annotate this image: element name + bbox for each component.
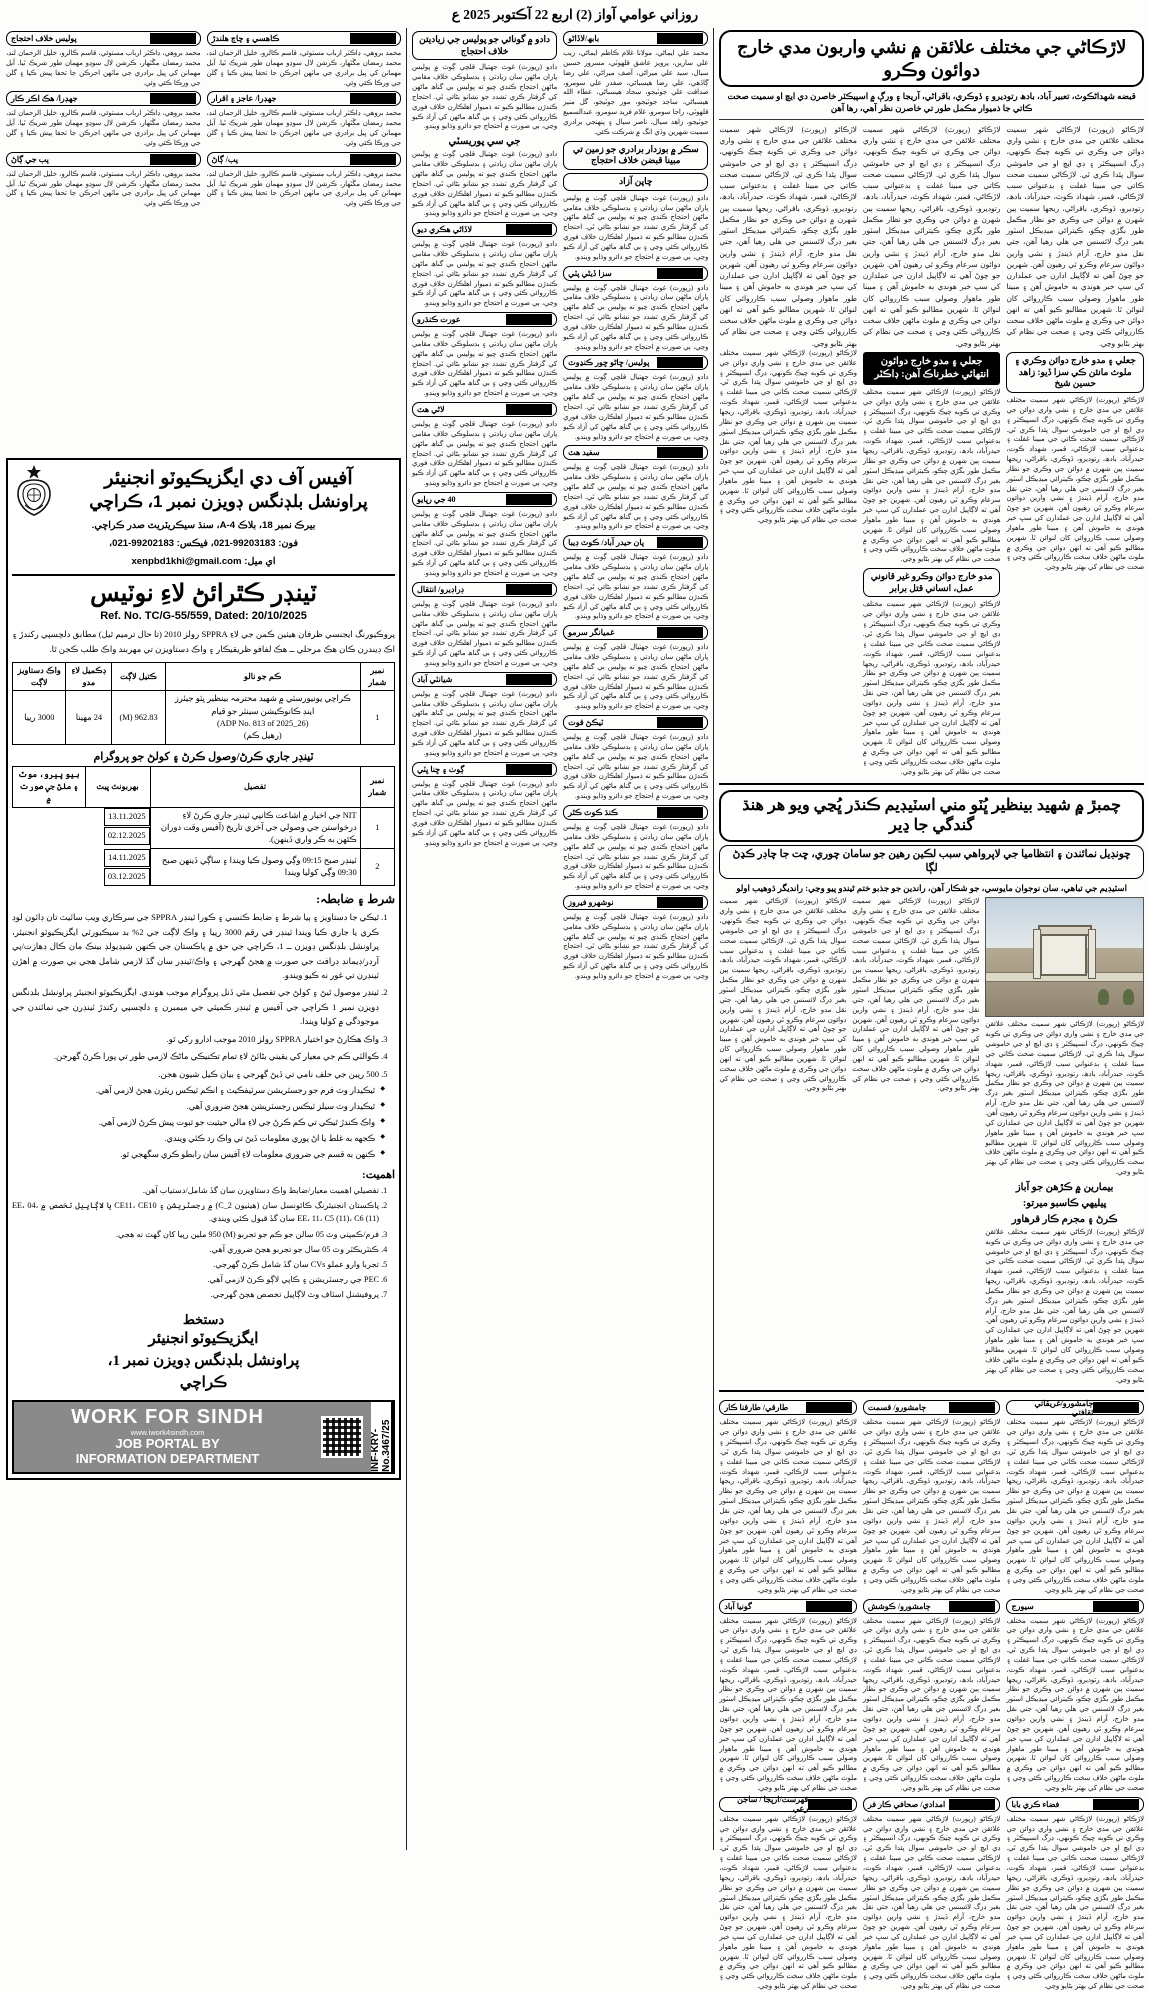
page-columns <box>6 28 1144 1991</box>
second-deck-2: اسٽيڊيم جي تباهي، سان نوجوان مايوسي، جو شڪار آهن، راندين جو جذبو ختم ٿيندو پيو وڃي: رانديگر ڌوهيب اولو <box>736 882 1127 893</box>
advert-zone <box>6 28 401 1850</box>
photo-pillar-left <box>1033 929 1041 979</box>
redacted-name-1 <box>949 1402 995 1413</box>
byline-8 <box>719 1797 857 1812</box>
td-work-note: (رهيل ڪم) <box>243 730 282 740</box>
std-sr-1: 1 <box>360 807 394 849</box>
mid-byline-label-18: ڳوٺ ۽ ڇنا ڀٽي <box>417 764 465 774</box>
mid-byline-label-13: غميانگر سرمو <box>568 628 615 638</box>
mid-byline-17 <box>563 805 708 820</box>
byline-5 <box>719 1599 857 1614</box>
std-date2-1: 02.12.2025 <box>104 827 150 845</box>
mid-body-q: دادو (رپورٽ) غوث جهتيال قلچي ڳوٺ ۾ پوليس پاران ماڻهن سان زيادتي ۽ بدسلوڪي خلاف مقامي ماڻهن احتجاج ڪندي چيو ته پوليس بي گناھ ماڻهن کي گرفتار ڪري تشدد جو نشانو بڻائي ٿي. احتجاج ڪندڙن مطالبو ڪيو ته ذميوار اهلڪارن خلاف فوري ڪارروائي ڪئي وڃي ۽ بي گناھ ماڻهن کي آزاد ڪيو وڃي، ٻي صورت ۾ احتجاج جو دائرو وڌايو ويندو. <box>412 690 558 757</box>
phone-value: 021-99203183 <box>213 537 276 549</box>
iwork-brand: WORK FOR SINDH <box>71 1406 264 1429</box>
mid-byline-0 <box>563 31 708 46</box>
mid-body-h: دادو (رپورٽ) غوث جهتيال قلچي ڳوٺ ۾ پوليس پاران ماڻهن سان زيادتي ۽ بدسلوڪي خلاف مقامي ماڻهن احتجاج ڪندي چيو ته پوليس بي گناھ ماڻهن کي گرفتار ڪري تشدد جو نشانو بڻائي ٿي. احتجاج ڪندڙن مطالبو ڪيو ته ذميوار اهلڪارن خلاف فوري ڪارروائي ڪئي وڃي ۽ بي گناھ ماڻهن کي آزاد ڪيو وڃي، ٻي صورت ۾ احتجاج جو دائرو وڌايو ويندو. <box>563 824 709 891</box>
notes-list <box>12 1184 395 1302</box>
td-doccost: 3000 رپيا <box>13 691 66 745</box>
mid-byline-label-14: ڊراڊيرو/ انتقال <box>417 584 465 594</box>
redacted-name-0 <box>1093 1402 1139 1413</box>
ad-title-line2: پراونشل بلڊنگس ڊويزن نمبر 1، ڪراچي <box>89 491 368 511</box>
ad-contact-line: فون: 021-99203183، فيڪس: 021-99202183، <box>12 537 395 552</box>
mid-byline-label-6: لاڏاڻي هڪري ديو <box>417 225 473 235</box>
condition-item: 5. 500 رپين جي حلف نامي تي ڏيڻ گهرجي ۽ بيان ڪيل شيون هجن. <box>12 1067 379 1081</box>
conditions-list <box>12 910 395 1081</box>
th-doccost: واڪ دستاويز لاڳت <box>13 662 66 691</box>
photo-bush-2 <box>1098 989 1109 1004</box>
fax-value: 021-99202183 <box>112 537 174 549</box>
mid-redact-10 <box>506 404 552 415</box>
tender-notice-title: ٽينڊر ڪٿرائڻ لاءِ نوٽيس <box>90 579 317 607</box>
photo-pillar-right <box>1088 929 1096 979</box>
rz-byline-label-3: جهڊرا/ هڪ اڪر ڪار <box>10 94 78 104</box>
mid-names: محمد علي ايماڻي، مولانا غلام ڪاظم ايماڻي، زيب علي ساريں، پرويز عاشق قلهوٽي، مسرور حسين سيال، سيد علي ميراڻي، آصف ميراڻي، علي رضا ڳاڏهي، علي رضا هيسباڻي، صفدر علي سومرو، صداقت علي جوٽيجو، سجاد هيسباڻي، عطاء الله هيسباڻي، ساجد جوٽيجو، مور جوٽيجو، گل منير قلهوٽي، راجا سومرو، غلام فريد سومرو، عبدالسميع جوٽيجو، زاهد سيال، ناصر سيال ۽ پنهنجي برادري سميت شهرين وڏي انگ ۾ شرڪت ڪئي. <box>563 50 709 136</box>
email-label: اي ميل: <box>244 555 276 567</box>
mid-byline-16 <box>412 672 557 687</box>
mid-redact-14 <box>506 584 552 595</box>
inf-number: INF-KRY-No.3467/25 <box>370 1419 393 1473</box>
second-body-c: لاڙڪاڻو (رپورٽ) لاڙڪاڻي شهر سميت مختلف علائقن جي مدي خارج ۽ نشي واري دوائن جي وڪري تي ڪوبه چيڪ ڪونهي، ڊرگ انسپيڪٽر ۽ ڊي ايڇ او جي خاموشي سوال پئدا ڪري ٿي. لاڙڪاڻي سميت صحت ڪاتي جي مبينا غفلت ۽ بدعنواني سبب لاڙڪاڻي، قمبر، شهداد ڪوٽ، حيدرآباد، بادھ، رتوديرو، ڏوڪري، باقراڻي، ريجها سميت ٻين شهرن ۾ دوائن جي وڪري جو نظار مڪمل طور بگڙي چڪو، ڪيترائي ميڊيڪل اسٽور بغير ڊرگ لائسنس جي هلي رهيا آهن، جتي نقل مدو خارج، آرام ڏيندڙ ۽ نشي وارين دوائون سرعام وڪرو ٿي رهيون آهن. شهرين جو چوڻ آهي ته لاڳاپيل ادارن جي عملدارن کي سڀ خبر هوندي به خاموش آهن ۽ مبينا طور ماهوار وصولي سبب ڪارروائي کان لنوائن ٿا. شهرين مطالبو ڪيو آهي ته انهن دوائن جي وڪري ۾ ملوث ماڻهن خلاف سخت ڪارروائي ڪئي وڃي ۽ صحت جي نظام کي بهتر بڻايو وڃي. <box>719 898 847 1093</box>
th-cost: ڪتيل لاڳت <box>112 662 165 691</box>
tender-reference: Ref. No. TC/G-55/559, Dated: 20/10/2025 <box>100 609 307 622</box>
th-work: ڪم جو نالو <box>165 662 360 691</box>
invert-head-0: جعلي ۽ مدو خارج دوائون انتهائي خطرناڪ آهن: ڊاڪٽر <box>863 352 1001 385</box>
mid-redact-6 <box>506 224 552 235</box>
td-work-adp: (ADP No. 813 of 2025_26) <box>216 718 309 728</box>
byline-label-5: گونيا آباد <box>724 1601 752 1611</box>
redacted-name-7 <box>949 1799 995 1810</box>
byline-label-3: سيورج <box>1011 1601 1034 1611</box>
condition-item: 4. ڪوالٽي ڪم جي معيار کي يقيني بڻائڻ لاءِ تمام تڪنيڪي ماڻڪ لازمي طور تي پورا ڪرڻ گهرجن. <box>12 1049 379 1063</box>
byline-label-4: ڄامشورو/ ڪوشش <box>867 1601 931 1611</box>
bottom-body-1: لاڙڪاڻو (رپورٽ) لاڙڪاڻي شهر سميت مختلف علائقن جي مدي خارج ۽ نشي واري دوائن جي وڪري تي ڪوبه چيڪ ڪونهي، ڊرگ انسپيڪٽر ۽ ڊي ايڇ او جي خاموشي سوال پئدا ڪري ٿي. لاڙڪاڻي سميت صحت ڪاتي جي مبينا غفلت ۽ بدعنواني سبب لاڙڪاڻي، قمبر، شهداد ڪوٽ، حيدرآباد، بادھ، رتوديرو، ڏوڪري، باقراڻي، ريجها سميت ٻين شهرن ۾ دوائن جي وڪري جو نظار مڪمل طور بگڙي چڪو، ڪيترائي ميڊيڪل اسٽور بغير ڊرگ لائسنس جي هلي رهيا آهن، جتي نقل مدو خارج، آرام ڏيندڙ ۽ نشي وارين دوائون سرعام وڪرو ٿي رهيون آهن. شهرين جو چوڻ آهي ته لاڳاپيل ادارن جي عملدارن کي سڀ خبر هوندي به خاموش آهن ۽ مبينا طور ماهوار وصولي سبب ڪارروائي کان لنوائن ٿا. شهرين مطالبو ڪيو آهي ته انهن دوائن جي وڪري ۾ ملوث ماڻهن خلاف سخت ڪارروائي ڪئي وڃي ۽ صحت جي نظام کي بهتر بڻايو وڃي. <box>862 1419 1001 1594</box>
table-row <box>13 691 395 745</box>
notes-heading: اهميت: <box>362 1168 396 1181</box>
photo-building <box>1040 929 1087 976</box>
mid-body-i: دادو (رپورٽ) غوث جهتيال قلچي ڳوٺ ۾ پوليس پاران ماڻهن سان زيادتي ۽ بدسلوڪي خلاف مقامي ماڻهن احتجاج ڪندي چيو ته پوليس بي گناھ ماڻهن کي گرفتار ڪري تشدد جو نشانو بڻائي ٿي. احتجاج ڪندڙن مطالبو ڪيو ته ذميوار اهلڪارن خلاف فوري ڪارروائي ڪئي وڃي ۽ بي گناھ ماڻهن کي آزاد ڪيو وڃي، ٻي صورت ۾ احتجاج جو دائرو وڌايو ويندو. <box>563 913 709 980</box>
rz-body-4: محمد بروهي، ڊاڪٽر ارباب مستوئي، قاسم ڪالرو، خليل الرحمان لنڊ، محمد رمضان مڱٿهار، ڪرشن لال سوڍو مهمان طور شريڪ ٿيا. آيل مهمانن کي ڀيل برادري جي ماٺهن اجرڪن جا تحفا پيش ڪيا ۽ گلن جي ورڪا ڪئي وئي. <box>206 170 402 208</box>
mid-byline-8 <box>412 312 557 327</box>
rz-byline-4 <box>207 152 402 167</box>
rz-byline-0 <box>207 31 402 46</box>
td-work <box>165 691 360 745</box>
td-sr: 1 <box>360 691 394 745</box>
byline-label-8: فهرست/ارپجا / ساجن رعي <box>737 1795 809 1814</box>
rz-body-5: محمد بروهي، ڊاڪٽر ارباب مستوئي، قاسم ڪالرو، خليل الرحمان لنڊ، محمد رمضان مڱٿهار، ڪرشن لال سوڍو مهمان طور شريڪ ٿيا. آيل مهمانن کي ڀيل برادري جي ماٺهن اجرڪن جا تحفا پيش ڪيا ۽ گلن جي ورڪا ڪئي وئي. <box>6 170 201 208</box>
rz-byline-5 <box>6 152 201 167</box>
byline-4 <box>863 1599 1001 1614</box>
bottom-body-6: لاڙڪاڻو (رپورٽ) لاڙڪاڻي شهر سميت مختلف علائقن جي مدي خارج ۽ نشي واري دوائن جي وڪري تي ڪوبه چيڪ ڪونهي، ڊرگ انسپيڪٽر ۽ ڊي ايڇ او جي خاموشي سوال پئدا ڪري ٿي. لاڙڪاڻي سميت صحت ڪاتي جي مبينا غفلت ۽ بدعنواني سبب لاڙڪاڻي، قمبر، شهداد ڪوٽ، حيدرآباد، بادھ، رتوديرو، ڏوڪري، باقراڻي، ريجها سميت ٻين شهرن ۾ دوائن جي وڪري جو نظار مڪمل طور بگڙي چڪو، ڪيترائي ميڊيڪل اسٽور بغير ڊرگ لائسنس جي هلي رهيا آهن، جتي نقل مدو خارج، آرام ڏيندڙ ۽ نشي وارين دوائون سرعام وڪرو ٿي رهيون آهن. شهرين جو چوڻ آهي ته لاڳاپيل ادارن جي عملدارن کي سڀ خبر هوندي به خاموش آهن ۽ مبينا طور ماهوار وصولي سبب ڪارروائي کان لنوائن ٿا. شهرين مطالبو ڪيو آهي ته انهن دوائن جي وڪري ۾ ملوث ماڻهن خلاف سخت ڪارروائي ڪئي وڃي ۽ صحت جي نظام کي بهتر بڻايو وڃي. <box>1006 1815 1144 1991</box>
bottom-body-8: لاڙڪاڻو (رپورٽ) لاڙڪاڻي شهر سميت مختلف علائقن جي مدي خارج ۽ نشي واري دوائن جي وڪري تي ڪوبه چيڪ ڪونهي، ڊرگ انسپيڪٽر ۽ ڊي ايڇ او جي خاموشي سوال پئدا ڪري ٿي. لاڙڪاڻي سميت صحت ڪاتي جي مبينا غفلت ۽ بدعنواني سبب لاڙڪاڻي، قمبر، شهداد ڪوٽ، حيدرآباد، بادھ، رتوديرو، ڏوڪري، باقراڻي، ريجها سميت ٻين شهرن ۾ دوائن جي وڪري جو نظار مڪمل طور بگڙي چڪو، ڪيترائي ميڊيڪل اسٽور بغير ڊرگ لائسنس جي هلي رهيا آهن، جتي نقل مدو خارج، آرام ڏيندڙ ۽ نشي وارين دوائون سرعام وڪرو ٿي رهيون آهن. شهرين جو چوڻ آهي ته لاڳاپيل ادارن جي عملدارن کي سڀ خبر هوندي به خاموش آهن ۽ مبينا طور ماهوار وصولي سبب ڪارروائي کان لنوائن ٿا. شهرين مطالبو ڪيو آهي ته انهن دوائن جي وڪري ۾ ملوث ماڻهن خلاف سخت ڪارروائي ڪئي وڃي ۽ صحت جي نظام کي بهتر بڻايو وڃي. <box>719 1815 857 1991</box>
mid-byline-10 <box>412 402 557 417</box>
note-item: 3. فرم/ڪمپني وٽ 05 سالن جو ڪم جو تجربو (M) 950 ملين رپيا کان گهٽ نه هجي. <box>12 1228 379 1242</box>
byline-3 <box>1006 1599 1144 1614</box>
signature-city: ڪراچي <box>179 1374 228 1391</box>
byline-2 <box>719 1400 857 1415</box>
signature-designation: ايگزيڪيوٽو انجنيئر <box>148 1331 259 1348</box>
byline-1 <box>863 1400 1001 1415</box>
photo-caption: لاڙڪاڻو (رپورٽ) لاڙڪاڻي شهر سميت مختلف علائقن جي مدي خارج ۽ نشي واري دوائن جي وڪري تي ڪوبه چيڪ ڪونهي، ڊرگ انسپيڪٽر ۽ ڊي ايڇ او جي خاموشي سوال پئدا ڪري ٿي. لاڙڪاڻي سميت صحت ڪاتي جي مبينا غفلت ۽ بدعنواني سبب لاڙڪاڻي، قمبر، شهداد ڪوٽ، حيدرآباد، بادھ، رتوديرو، ڏوڪري، باقراڻي، ريجها سميت ٻين شهرن ۾ دوائن جي وڪري جو نظار مڪمل طور بگڙي چڪو، ڪيترائي ميڊيڪل اسٽور بغير ڊرگ لائسنس جي هلي رهيا آهن، جتي نقل مدو خارج، آرام ڏيندڙ ۽ نشي وارين دوائون سرعام وڪرو ٿي رهيون آهن. شهرين جو چوڻ آهي ته لاڳاپيل ادارن جي عملدارن کي سڀ خبر هوندي به خاموش آهن ۽ مبينا طور ماهوار وصولي سبب ڪارروائي کان لنوائن ٿا. شهرين مطالبو ڪيو آهي ته انهن دوائن جي وڪري ۾ ملوث ماڻهن خلاف سخت ڪارروائي ڪئي وڃي ۽ صحت جي نظام کي بهتر بڻايو وڃي. <box>985 1021 1144 1177</box>
lead-body-col2: لاڙڪاڻو (رپورٽ) لاڙڪاڻي شهر سميت مختلف علائقن جي مدي خارج ۽ نشي واري دوائن جي وڪري تي ڪوبه چيڪ ڪونهي، ڊرگ انسپيڪٽر ۽ ڊي ايڇ او جي خاموشي سوال پئدا ڪري ٿي. لاڙڪاڻي سميت صحت ڪاتي جي مبينا غفلت ۽ بدعنواني سبب لاڙڪاڻي، قمبر، شهداد ڪوٽ، حيدرآباد، بادھ، رتوديرو، ڏوڪري، باقراڻي، ريجها سميت ٻين شهرن ۾ دوائن جي وڪري جو نظار مڪمل طور بگڙي چڪو، ڪيترائي ميڊيڪل اسٽور بغير ڊرگ لائسنس جي هلي رهيا آهن، جتي نقل مدو خارج، آرام ڏيندڙ ۽ نشي وارين دوائون سرعام وڪرو ٿي رهيون آهن. شهرين جو چوڻ آهي ته لاڳاپيل ادارن جي عملدارن کي سڀ خبر هوندي به خاموش آهن ۽ مبينا طور ماهوار وصولي سبب ڪارروائي کان لنوائن ٿا. شهرين مطالبو ڪيو آهي ته انهن دوائن جي وڪري ۾ ملوث ماڻهن خلاف سخت ڪارروائي ڪئي وڃي ۽ صحت جي نظام کي بهتر بڻايو وڃي. <box>862 124 1001 348</box>
note-item: 2. پاڪستان انجنيئرنگ ڪائونسل سان (هيٺيون C_2) ۾ رجسٽريشن ۽ CE11، CE10 يا لاڳاپيل تخصص ۾ EE، 04، EE، 11، C5 (11)، C6 (11) سان گڏ قبول ڪئي ويندي. <box>12 1199 379 1226</box>
column-divider-1 <box>713 28 714 1850</box>
bullet-list <box>12 1084 395 1162</box>
iwork-text <box>22 1407 313 1467</box>
byline-label-0: ڄامشورو/غريقاتي ثقافتي <box>1034 1398 1094 1417</box>
mid-byline-11 <box>563 535 708 550</box>
mid-redact-7 <box>657 357 703 368</box>
mid-byline-label-11: پان حيدر آباد/ ڪوٽ ڊيبا <box>568 538 645 548</box>
rz-byline-label-4: پب/ ڳاڻ <box>211 154 238 164</box>
mid-byline-label-7: پوليس/ ڇاڻو ڇور ڪنڍوٽ <box>568 358 650 368</box>
inf-number-box <box>371 1402 393 1472</box>
condition-item: 2. ٽينڊر موصول ٿيڻ ۽ کولڻ جي تفصيل مٿي ڏنل پروگرام موجب هوندي. ايگزيڪيوٽو انجنيئر پراونشل بلڊنگس ڊويزن نمبر 1 ڪراچي جي آفيس ۾ ٽينڊر ڪميٽي جي ميمبرن ۽ دلچسپي رکندڙ ٽينڊرن جي نمائندن جي موجودگي ۾ کوليا ويندا. <box>12 985 379 1028</box>
ad-title-block <box>62 467 395 513</box>
ad-title-line1: آفيس آف دي ايگزيڪيوٽو انجنيئر <box>104 468 353 490</box>
mid-byline-6 <box>412 222 557 237</box>
iwork-tagline-1: JOB PORTAL BY <box>115 1436 220 1452</box>
second-body-a: لاڙڪاڻو (رپورٽ) لاڙڪاڻي شهر سميت مختلف علائقن جي مدي خارج ۽ نشي واري دوائن جي وڪري تي ڪوبه چيڪ ڪونهي، ڊرگ انسپيڪٽر ۽ ڊي ايڇ او جي خاموشي سوال پئدا ڪري ٿي. لاڙڪاڻي سميت صحت ڪاتي جي مبينا غفلت ۽ بدعنواني سبب لاڙڪاڻي، قمبر، شهداد ڪوٽ، حيدرآباد، بادھ، رتوديرو، ڏوڪري، باقراڻي، ريجها سميت ٻين شهرن ۾ دوائن جي وڪري جو نظار مڪمل طور بگڙي چڪو، ڪيترائي ميڊيڪل اسٽور بغير ڊرگ لائسنس جي هلي رهيا آهن، جتي نقل مدو خارج، آرام ڏيندڙ ۽ نشي وارين دوائون سرعام وڪرو ٿي رهيون آهن. شهرين جو چوڻ آهي ته لاڳاپيل ادارن جي عملدارن کي سڀ خبر هوندي به خاموش آهن ۽ مبينا طور ماهوار وصولي سبب ڪارروائي کان لنوائن ٿا. شهرين مطالبو ڪيو آهي ته انهن دوائن جي وڪري ۾ ملوث ماڻهن خلاف سخت ڪارروائي ڪئي وڃي ۽ صحت جي نظام کي بهتر بڻايو وڃي. <box>985 1228 1144 1384</box>
redacted-name-5 <box>806 1601 852 1612</box>
column-divider-2 <box>406 28 407 1850</box>
qr-code-icon[interactable] <box>321 1416 363 1458</box>
std-sr-2: 2 <box>360 849 394 886</box>
std-detail-2: ٽينڊر صبح 09:15 وڳي وصول ڪيا ويندا ۽ ساڳي ڏينهن صبح 09:30 وڳي کوليا ويندا <box>150 849 360 886</box>
mid-byline-label-8: عورت ڪنڌرو <box>417 315 461 325</box>
mid-body-a: دادو (رپورٽ) غوث جهتيال قلچي ڳوٺ ۾ پوليس پاران ماڻهن سان زيادتي ۽ بدسلوڪي خلاف مقامي ماڻهن احتجاج ڪندي چيو ته پوليس بي گناھ ماڻهن کي گرفتار ڪري تشدد جو نشانو بڻائي ٿي. احتجاج ڪندڙن مطالبو ڪيو ته ذميوار اهلڪارن خلاف فوري ڪارروائي ڪئي وڃي ۽ بي گناھ ماڻهن کي آزاد ڪيو وڃي، ٻي صورت ۾ احتجاج جو دائرو وڌايو ويندو. <box>563 194 709 261</box>
bullet-item: ◆ ڪنهن به قسم جي ضروري معلومات لاءِ آفيس سان رابطو ڪري سگهجي ٿو. <box>12 1148 385 1162</box>
mid-band-1: پيليهي ڪاسبو ميرتو: <box>1022 1197 1107 1209</box>
mid-byline-15 <box>563 715 708 730</box>
rz-redact-4 <box>350 154 396 165</box>
band-1: مدو خارج دوائن وڪرو غير قانوني عمل، انساني قتل برابر <box>863 568 1001 597</box>
mid-band-0: بيمارين ۾ ڪڙهن جو آباز <box>1015 1181 1114 1193</box>
ad-signature <box>12 1310 395 1395</box>
mid-body-b: دادو (رپورٽ) غوث جهتيال قلچي ڳوٺ ۾ پوليس پاران ماڻهن سان زيادتي ۽ بدسلوڪي خلاف مقامي ماڻهن احتجاج ڪندي چيو ته پوليس بي گناھ ماڻهن کي گرفتار ڪري تشدد جو نشانو بڻائي ٿي. احتجاج ڪندڙن مطالبو ڪيو ته ذميوار اهلڪارن خلاف فوري ڪارروائي ڪئي وڃي ۽ بي گناھ ماڻهن کي آزاد ڪيو وڃي، ٻي صورت ۾ احتجاج جو دائرو وڌايو ويندو. <box>563 284 709 351</box>
photo-bush-1 <box>1123 989 1134 1004</box>
std-detail-1: NIT جي اخبار ۾ اشاعت ڪانپي ٽينڊر جاري ڪرڻ لاءِ درخواستن جي وصولي جي آخري تاريخ (آفيس وقت دوران ڪٿهن به ڪر واري ڏينهن). <box>150 807 360 849</box>
std-date1-2: 14.11.2025 <box>104 849 149 867</box>
note-item: 1. تفصيلي اهميت معيار/ضابط واڪ دستاويزن سان گڏ شامل/دستياب آهن. <box>12 1184 379 1198</box>
note-item: 7. پروفيشنل اسٽاف وٽ لاڳاپيل تخصص هجڻ گهرجي. <box>12 1288 379 1302</box>
second-deck-1: چونڊيل نمائندن ۽ انتظاميا جي لاپرواهي سبب لڪين رهين جو سامان چوري، ڇت جا چاڊر ڪڍڻ لڳا <box>719 845 1144 879</box>
mid-byline-9 <box>563 445 708 460</box>
second-headline: چمبڙ ۾ شهيد بينظير ڀُٽو مني اسٽيڊيم ڪنڌر ڀُڃي ويو هر هنڌ گندگي جا ڍير <box>719 790 1144 842</box>
mid-head-1: دادو ۾ گونائي جو پوليس جي زياديتن خلاف احتجاج <box>412 31 557 60</box>
tender-advertisement <box>6 458 401 1480</box>
mid-head-2: سڪر ۾ بوزدار برادري جو زمين تي مبينا قبضن خلاف احتجاج <box>563 141 708 170</box>
condition-item: 3. واڪ هڪارڻ جو اختيار SPPRA رولز 2010 موجب ادارو رکي ٿو. <box>12 1032 379 1046</box>
rz-byline-label-1: پوليس خلاف احتجاج <box>10 34 77 43</box>
phone-label: فون: <box>278 537 299 549</box>
bullet-item: ◆ ٿيڪيدار وٽ فرم جو رجسٽريشن سرٽيفڪيٽ ۽ انڪم ٽيڪس ريٽرن هجڻ لازمي آهي. <box>12 1084 385 1098</box>
mid-body-c: دادو (رپورٽ) غوث جهتيال قلچي ڳوٺ ۾ پوليس پاران ماڻهن سان زيادتي ۽ بدسلوڪي خلاف مقامي ماڻهن احتجاج ڪندي چيو ته پوليس بي گناھ ماڻهن کي گرفتار ڪري تشدد جو نشانو بڻائي ٿي. احتجاج ڪندڙن مطالبو ڪيو ته ذميوار اهلڪارن خلاف فوري ڪارروائي ڪئي وڃي ۽ بي گناھ ماڻهن کي آزاد ڪيو وڃي، ٻي صورت ۾ احتجاج جو دائرو وڌايو ويندو. <box>563 374 709 441</box>
signature-label: دستخط <box>182 1311 225 1327</box>
mid-redact-15 <box>657 717 703 728</box>
byline-7 <box>863 1797 1001 1812</box>
schedule-table <box>12 766 395 886</box>
mid-redact-19 <box>657 897 703 908</box>
mid-body-n: دادو (رپورٽ) غوث جهتيال قلچي ڳوٺ ۾ پوليس پاران ماڻهن سان زيادتي ۽ بدسلوڪي خلاف مقامي ماڻهن احتجاج ڪندي چيو ته پوليس بي گناھ ماڻهن کي گرفتار ڪري تشدد جو نشانو بڻائي ٿي. احتجاج ڪندڙن مطالبو ڪيو ته ذميوار اهلڪارن خلاف فوري ڪارروائي ڪئي وڃي ۽ بي گناھ ماڻهن کي آزاد ڪيو وڃي، ٻي صورت ۾ احتجاج جو دائرو وڌايو ويندو. <box>412 421 558 488</box>
redacted-name-2 <box>806 1402 852 1413</box>
rz-byline-1 <box>6 31 201 46</box>
ad-address: بيرڪ نمبر 18، بلاڪ A-4، سنڌ سيڪريٽريٽ صدر ڪراچي. <box>91 520 316 531</box>
th-duration: ڊڪميل لاءِ مدو <box>66 662 112 691</box>
rz-redact-0 <box>350 33 396 44</box>
mid-redact-9 <box>657 447 703 458</box>
middle-news-zone <box>412 28 708 1850</box>
mid-head-3: چاپن آزاد <box>563 173 708 191</box>
mid-body-p: دادو (رپورٽ) غوث جهتيال قلچي ڳوٺ ۾ پوليس پاران ماڻهن سان زيادتي ۽ بدسلوڪي خلاف مقامي ماڻهن احتجاج ڪندي چيو ته پوليس بي گناھ ماڻهن کي گرفتار ڪري تشدد جو نشانو بڻائي ٿي. احتجاج ڪندڙن مطالبو ڪيو ته ذميوار اهلڪارن خلاف فوري ڪارروائي ڪئي وڃي ۽ بي گناھ ماڻهن کي آزاد ڪيو وڃي، ٻي صورت ۾ احتجاج جو دائرو وڌايو ويندو. <box>412 600 558 667</box>
rz-byline-label-0: ڪاهسي ۽ چاڄ هلندڙ <box>211 34 280 43</box>
mid-byline-label-9: سفيد هٽ <box>568 448 600 458</box>
redacted-name-8 <box>808 1799 852 1810</box>
bottom-body-2: لاڙڪاڻو (رپورٽ) لاڙڪاڻي شهر سميت مختلف علائقن جي مدي خارج ۽ نشي واري دوائن جي وڪري تي ڪوبه چيڪ ڪونهي، ڊرگ انسپيڪٽر ۽ ڊي ايڇ او جي خاموشي سوال پئدا ڪري ٿي. لاڙڪاڻي سميت صحت ڪاتي جي مبينا غفلت ۽ بدعنواني سبب لاڙڪاڻي، قمبر، شهداد ڪوٽ، حيدرآباد، بادھ، رتوديرو، ڏوڪري، باقراڻي، ريجها سميت ٻين شهرن ۾ دوائن جي وڪري جو نظار مڪمل طور بگڙي چڪو، ڪيترائي ميڊيڪل اسٽور بغير ڊرگ لائسنس جي هلي رهيا آهن، جتي نقل مدو خارج، آرام ڏيندڙ ۽ نشي وارين دوائون سرعام وڪرو ٿي رهيون آهن. شهرين جو چوڻ آهي ته لاڳاپيل ادارن جي عملدارن کي سڀ خبر هوندي به خاموش آهن ۽ مبينا طور ماهوار وصولي سبب ڪارروائي کان لنوائن ٿا. شهرين مطالبو ڪيو آهي ته انهن دوائن جي وڪري ۾ ملوث ماڻهن خلاف سخت ڪارروائي ڪئي وڃي ۽ صحت جي نظام کي بهتر بڻايو وڃي. <box>719 1419 857 1594</box>
sth-d2: بيو پيرو، موٽ ۽ ملڻ جي صورت ۾ <box>13 767 86 808</box>
lead-body-col3b: لاڙڪاڻو (رپورٽ) لاڙڪاڻي شهر سميت مختلف علائقن جي مدي خارج ۽ نشي واري دوائن جي وڪري تي ڪوبه چيڪ ڪونهي، ڊرگ انسپيڪٽر ۽ ڊي ايڇ او جي خاموشي سوال پئدا ڪري ٿي. لاڙڪاڻي سميت صحت ڪاتي جي مبينا غفلت ۽ بدعنواني سبب لاڙڪاڻي، قمبر، شهداد ڪوٽ، حيدرآباد، بادھ، رتوديرو، ڏوڪري، باقراڻي، ريجها سميت ٻين شهرن ۾ دوائن جي وڪري جو نظار مڪمل طور بگڙي چڪو، ڪيترائي ميڊيڪل اسٽور بغير ڊرگ لائسنس جي هلي رهيا آهن، جتي نقل مدو خارج، آرام ڏيندڙ ۽ نشي وارين دوائون سرعام وڪرو ٿي رهيون آهن. شهرين جو چوڻ آهي ته لاڳاپيل ادارن جي عملدارن کي سڀ خبر هوندي به خاموش آهن ۽ مبينا طور ماهوار وصولي سبب ڪارروائي کان لنوائن ٿا. شهرين مطالبو ڪيو آهي ته انهن دوائن جي وڪري ۾ ملوث ماڻهن خلاف سخت ڪارروائي ڪئي وڃي ۽ صحت جي نظام کي بهتر بڻايو وڃي. <box>1006 396 1144 572</box>
sth-d1: بهربونٿ ڀيٽ <box>85 767 150 808</box>
mid-body-f: دادو (رپورٽ) غوث جهتيال قلچي ڳوٺ ۾ پوليس پاران ماڻهن سان زيادتي ۽ بدسلوڪي خلاف مقامي ماڻهن احتجاج ڪندي چيو ته پوليس بي گناھ ماڻهن کي گرفتار ڪري تشدد جو نشانو بڻائي ٿي. احتجاج ڪندڙن مطالبو ڪيو ته ذميوار اهلڪارن خلاف فوري ڪارروائي ڪئي وڃي ۽ بي گناھ ماڻهن کي آزاد ڪيو وڃي، ٻي صورت ۾ احتجاج جو دائرو وڌايو ويندو. <box>563 644 709 711</box>
std-date2-2: 03.12.2025 <box>104 868 150 886</box>
rz-redact-1 <box>150 33 196 44</box>
mid-body-j: دادو (رپورٽ) غوث جهتيال قلچي ڳوٺ ۾ پوليس پاران ماڻهن سان زيادتي ۽ بدسلوڪي خلاف مقامي ماڻهن احتجاج ڪندي چيو ته پوليس بي گناھ ماڻهن کي گرفتار ڪري تشدد جو نشانو بڻائي ٿي. احتجاج ڪندڙن مطالبو ڪيو ته ذميوار اهلڪارن خلاف فوري ڪارروائي ڪئي وڃي ۽ بي گناھ ماڻهن کي آزاد ڪيو وڃي، ٻي صورت ۾ احتجاج جو دائرو وڌايو ويندو. <box>412 64 558 131</box>
second-body-b: لاڙڪاڻو (رپورٽ) لاڙڪاڻي شهر سميت مختلف علائقن جي مدي خارج ۽ نشي واري دوائن جي وڪري تي ڪوبه چيڪ ڪونهي، ڊرگ انسپيڪٽر ۽ ڊي ايڇ او جي خاموشي سوال پئدا ڪري ٿي. لاڙڪاڻي سميت صحت ڪاتي جي مبينا غفلت ۽ بدعنواني سبب لاڙڪاڻي، قمبر، شهداد ڪوٽ، حيدرآباد، بادھ، رتوديرو، ڏوڪري، باقراڻي، ريجها سميت ٻين شهرن ۾ دوائن جي وڪري جو نظار مڪمل طور بگڙي چڪو، ڪيترائي ميڊيڪل اسٽور بغير ڊرگ لائسنس جي هلي رهيا آهن، جتي نقل مدو خارج، آرام ڏيندڙ ۽ نشي وارين دوائون سرعام وڪرو ٿي رهيون آهن. شهرين جو چوڻ آهي ته لاڳاپيل ادارن جي عملدارن کي سڀ خبر هوندي به خاموش آهن ۽ مبينا طور ماهوار وصولي سبب ڪارروائي کان لنوائن ٿا. شهرين مطالبو ڪيو آهي ته انهن دوائن جي وڪري ۾ ملوث ماڻهن خلاف سخت ڪارروائي ڪئي وڃي ۽ صحت جي نظام کي بهتر بڻايو وڃي. <box>852 898 980 1093</box>
bottom-body-7: لاڙڪاڻو (رپورٽ) لاڙڪاڻي شهر سميت مختلف علائقن جي مدي خارج ۽ نشي واري دوائن جي وڪري تي ڪوبه چيڪ ڪونهي، ڊرگ انسپيڪٽر ۽ ڊي ايڇ او جي خاموشي سوال پئدا ڪري ٿي. لاڙڪاڻي سميت صحت ڪاتي جي مبينا غفلت ۽ بدعنواني سبب لاڙڪاڻي، قمبر، شهداد ڪوٽ، حيدرآباد، بادھ، رتوديرو، ڏوڪري، باقراڻي، ريجها سميت ٻين شهرن ۾ دوائن جي وڪري جو نظار مڪمل طور بگڙي چڪو، ڪيترائي ميڊيڪل اسٽور بغير ڊرگ لائسنس جي هلي رهيا آهن، جتي نقل مدو خارج، آرام ڏيندڙ ۽ نشي وارين دوائون سرعام وڪرو ٿي رهيون آهن. شهرين جو چوڻ آهي ته لاڳاپيل ادارن جي عملدارن کي سڀ خبر هوندي به خاموش آهن ۽ مبينا طور ماهوار وصولي سبب ڪارروائي کان لنوائن ٿا. شهرين مطالبو ڪيو آهي ته انهن دوائن جي وڪري ۾ ملوث ماڻهن خلاف سخت ڪارروائي ڪئي وڃي ۽ صحت جي نظام کي بهتر بڻايو وڃي. <box>862 1815 1001 1991</box>
th-sr: نمبر شمار <box>360 662 394 691</box>
rz-redact-5 <box>150 154 196 165</box>
signature-division: پراونشل بلڊنگس ڊويزن نمبر 1، <box>107 1352 300 1369</box>
programme-title: ٽينڊر جاري ڪرڻ/وصول ڪرڻ ۽ کولڻ جو پروگرام <box>93 751 314 764</box>
mid-body-m: دادو (رپورٽ) غوث جهتيال قلچي ڳوٺ ۾ پوليس پاران ماڻهن سان زيادتي ۽ بدسلوڪي خلاف مقامي ماڻهن احتجاج ڪندي چيو ته پوليس بي گناھ ماڻهن کي گرفتار ڪري تشدد جو نشانو بڻائي ٿي. احتجاج ڪندڙن مطالبو ڪيو ته ذميوار اهلڪارن خلاف فوري ڪارروائي ڪئي وڃي ۽ بي گناھ ماڻهن کي آزاد ڪيو وڃي، ٻي صورت ۾ احتجاج جو دائرو وڌايو ويندو. <box>412 331 558 398</box>
ad-divider <box>12 574 395 576</box>
mid-redact-11 <box>657 537 703 548</box>
mid-byline-label-12: 40 جي رپايو <box>417 494 456 504</box>
td-cost: 962.83 (M) <box>112 691 165 745</box>
byline-label-1: ڄامشورو/ قسمت <box>867 1403 927 1413</box>
schedule-header-row <box>13 767 395 808</box>
stadium-photo <box>985 897 1144 1017</box>
rz-body-1: محمد بروهي، ڊاڪٽر ارباب مستوئي، قاسم ڪالرو، خليل الرحمان لنڊ، محمد رمضان مڱٿهار، ڪرشن لال سوڍو مهمان طور شريڪ ٿيا. آيل مهمانن کي ڀيل برادري جي ماٺهن اجرڪن جا تحفا پيش ڪيا ۽ گلن جي ورڪا ڪئي وئي. <box>6 50 201 87</box>
mid-byline-12 <box>412 492 557 507</box>
mid-head-4: جي سي پوريسٽي <box>448 136 521 148</box>
rz-body-3: محمد بروهي، ڊاڪٽر ارباب مستوئي، قاسم ڪالرو، خليل الرحمان لنڊ، محمد رمضان مڱٿهار، ڪرشن لال سوڍو مهمان طور شريڪ ٿيا. آيل مهمانن کي ڀيل برادري جي ماٺهن اجرڪن جا تحفا پيش ڪيا ۽ گلن جي ورڪا ڪئي وئي. <box>6 110 201 147</box>
byline-label-6: فضاء ڪري بابا <box>1011 1799 1060 1809</box>
rz-byline-label-2: جهڊرا/ عاجز ۽ اقرار <box>211 94 277 104</box>
lead-subdeck: قبضه شهداڻڪوٽ، تعبير آباد، بادھ رتوديرو ۽ ڏوڪري، باقراڻي، آريجا ۽ ورڳ ۾ اسپيڪٽر خاصرن دي ايچ او سميت صحت ڪاتي جا ذميوار مڪمل طور تي خاصرن نظر آهي، رها آهن <box>727 91 1136 114</box>
mid-redact-13 <box>657 627 703 638</box>
bottom-body-5: لاڙڪاڻو (رپورٽ) لاڙڪاڻي شهر سميت مختلف علائقن جي مدي خارج ۽ نشي واري دوائن جي وڪري تي ڪوبه چيڪ ڪونهي، ڊرگ انسپيڪٽر ۽ ڊي ايڇ او جي خاموشي سوال پئدا ڪري ٿي. لاڙڪاڻي سميت صحت ڪاتي جي مبينا غفلت ۽ بدعنواني سبب لاڙڪاڻي، قمبر، شهداد ڪوٽ، حيدرآباد، بادھ، رتوديرو، ڏوڪري، باقراڻي، ريجها سميت ٻين شهرن ۾ دوائن جي وڪري جو نظار مڪمل طور بگڙي چڪو، ڪيترائي ميڊيڪل اسٽور بغير ڊرگ لائسنس جي هلي رهيا آهن، جتي نقل مدو خارج، آرام ڏيندڙ ۽ نشي وارين دوائون سرعام وڪرو ٿي رهيون آهن. شهرين جو چوڻ آهي ته لاڳاپيل ادارن جي عملدارن کي سڀ خبر هوندي به خاموش آهن ۽ مبينا طور ماهوار وصولي سبب ڪارروائي کان لنوائن ٿا. شهرين مطالبو ڪيو آهي ته انهن دوائن جي وڪري ۾ ملوث ماڻهن خلاف سخت ڪارروائي ڪئي وڃي ۽ صحت جي نظام کي بهتر بڻايو وڃي. <box>719 1617 857 1792</box>
mid-byline-13 <box>563 625 708 640</box>
mid-byline-5 <box>563 266 708 281</box>
mid-redact-12 <box>506 494 552 505</box>
mid-byline-label-0: بابھ/لاڏاڻو <box>568 34 600 43</box>
mid-redact-8 <box>506 314 552 325</box>
byline-6 <box>1006 1797 1144 1812</box>
redacted-name-4 <box>949 1601 995 1612</box>
mid-body-r: دادو (رپورٽ) غوث جهتيال قلچي ڳوٺ ۾ پوليس پاران ماڻهن سان زيادتي ۽ بدسلوڪي خلاف مقامي ماڻهن احتجاج ڪندي چيو ته پوليس بي گناھ ماڻهن کي گرفتار ڪري تشدد جو نشانو بڻائي ٿي. احتجاج ڪندڙن مطالبو ڪيو ته ذميوار اهلڪارن خلاف فوري ڪارروائي ڪئي وڃي ۽ بي گناھ ماڻهن کي آزاد ڪيو وڃي، ٻي صورت ۾ احتجاج جو دائرو وڌايو ويندو. <box>412 780 558 847</box>
works-table <box>12 662 395 746</box>
lead-body-col3: لاڙڪاڻو (رپورٽ) لاڙڪاڻي شهر سميت مختلف علائقن جي مدي خارج ۽ نشي واري دوائن جي وڪري تي ڪوبه چيڪ ڪونهي، ڊرگ انسپيڪٽر ۽ ڊي ايڇ او جي خاموشي سوال پئدا ڪري ٿي. لاڙڪاڻي سميت صحت ڪاتي جي مبينا غفلت ۽ بدعنواني سبب لاڙڪاڻي، قمبر، شهداد ڪوٽ، حيدرآباد، بادھ، رتوديرو، ڏوڪري، باقراڻي، ريجها سميت ٻين شهرن ۾ دوائن جي وڪري جو نظار مڪمل طور بگڙي چڪو، ڪيترائي ميڊيڪل اسٽور بغير ڊرگ لائسنس جي هلي رهيا آهن، جتي نقل مدو خارج، آرام ڏيندڙ ۽ نشي وارين دوائون سرعام وڪرو ٿي رهيون آهن. شهرين جو چوڻ آهي ته لاڳاپيل ادارن جي عملدارن کي سڀ خبر هوندي به خاموش آهن ۽ مبينا طور ماهوار وصولي سبب ڪارروائي کان لنوائن ٿا. شهرين مطالبو ڪيو آهي ته انهن دوائن جي وڪري ۾ ملوث ماڻهن خلاف سخت ڪارروائي ڪئي وڃي ۽ صحت جي نظام کي بهتر بڻايو وڃي. <box>1006 124 1144 348</box>
mid-byline-label-15: ٽيڪڻ قوت <box>568 718 604 728</box>
ad-email-line <box>12 555 395 570</box>
conditions-heading: شرط ۽ ضابطہ: <box>316 892 396 907</box>
mid-body-g: دادو (رپورٽ) غوث جهتيال قلچي ڳوٺ ۾ پوليس پاران ماڻهن سان زيادتي ۽ بدسلوڪي خلاف مقامي ماڻهن احتجاج ڪندي چيو ته پوليس بي گناھ ماڻهن کي گرفتار ڪري تشدد جو نشانو بڻائي ٿي. احتجاج ڪندڙن مطالبو ڪيو ته ذميوار اهلڪارن خلاف فوري ڪارروائي ڪئي وڃي ۽ بي گناھ ماڻهن کي آزاد ڪيو وڃي، ٻي صورت ۾ احتجاج جو دائرو وڌايو ويندو. <box>563 734 709 801</box>
government-crest-icon <box>12 464 56 516</box>
mid-byline-7 <box>563 355 708 370</box>
note-item: 5. تجربا وارو عملو CVs سان گڏ شامل ڪرڻ گهرجي. <box>12 1258 379 1272</box>
condition-item: 1. ٿيڪي جا دستاويز ۽ ٻيا شرط ۽ ضابط ڪنسي ۽ ڪورا ٽينڊر SPPRA جي سرڪاري ويب سائيٽ تان ڊائون لوڊ ڪري يا جاري ڪيا ويندا ٽينڊر في رقم 3000 رپيا ۽ واڪ لاڳت جي 2% بد سيڪيورٽي ايگزيڪيوٽو انجنيئر، پراونشل بلڊنگس ڊويزن ــ 1، ڪراچي جي حق ۾ پاڪستان جي ڪنهن شيڊيولڊ بينڪ مان ڪال ڊهازت/پي آرڊر/ڊيمانڊ ڊرافٽ جي صورت ۾ هجڻ گهرجي ۽ واڪ/ٽينڊر سان گڏ لازمي شامل هجي بي صورت ۾ اهڙن ٽينڊرن تي غور نه ڪيو ويندو. <box>12 910 379 982</box>
rz-byline-label-5: پب جي ڳاڻ <box>10 154 49 164</box>
std-date1-1: 13.11.2025 <box>104 808 149 826</box>
tender-intro: پروڪيورنگ ايجنسي ظرفان هيٺين ڪمن جي لاءِ SPPRA رولز 2010 (تا حال ترميم ٿيل) مطابق دلچسپي رکندڙ ۽ اڪ ڊيندرن ڪان هڪ مرحلي ــ هڪ لفافو ظريقيڪار ۽ واڪ دستاويزن تي مهربند واڪ طلب ڪجن ٿا. <box>12 628 396 654</box>
bottom-body-4: لاڙڪاڻو (رپورٽ) لاڙڪاڻي شهر سميت مختلف علائقن جي مدي خارج ۽ نشي واري دوائن جي وڪري تي ڪوبه چيڪ ڪونهي، ڊرگ انسپيڪٽر ۽ ڊي ايڇ او جي خاموشي سوال پئدا ڪري ٿي. لاڙڪاڻي سميت صحت ڪاتي جي مبينا غفلت ۽ بدعنواني سبب لاڙڪاڻي، قمبر، شهداد ڪوٽ، حيدرآباد، بادھ، رتوديرو، ڏوڪري، باقراڻي، ريجها سميت ٻين شهرن ۾ دوائن جي وڪري جو نظار مڪمل طور بگڙي چڪو، ڪيترائي ميڊيڪل اسٽور بغير ڊرگ لائسنس جي هلي رهيا آهن، جتي نقل مدو خارج، آرام ڏيندڙ ۽ نشي وارين دوائون سرعام وڪرو ٿي رهيون آهن. شهرين جو چوڻ آهي ته لاڳاپيل ادارن جي عملدارن کي سڀ خبر هوندي به خاموش آهن ۽ مبينا طور ماهوار وصولي سبب ڪارروائي کان لنوائن ٿا. شهرين مطالبو ڪيو آهي ته انهن دوائن جي وڪري ۾ ملوث ماڻهن خلاف سخت ڪارروائي ڪئي وڃي ۽ صحت جي نظام کي بهتر بڻايو وڃي. <box>862 1617 1001 1792</box>
rz-byline-3 <box>6 91 201 106</box>
iwork-website[interactable]: www.iwork4sindh.com <box>130 1428 205 1438</box>
rz-body-0: محمد بروهي، ڊاڪٽر ارباب مستوئي، قاسم ڪالرو، خليل الرحمان لنڊ، محمد رمضان مڱٿهار، ڪرشن لال سوڍو مهمان طور شريڪ ٿيا. آيل مهمانن کي ڀيل برادري جي ماٺهن اجرڪن جا تحفا پيش ڪيا ۽ گلن جي ورڪا ڪئي وئي. <box>206 50 402 87</box>
rz-redact-2 <box>350 93 396 104</box>
mid-byline-label-17: ڪنڌ ڪوٽ ڪٿر <box>568 808 619 817</box>
byline-0 <box>1006 1400 1144 1415</box>
byline-label-2: طارقي/ طارقنا ڪار <box>724 1403 789 1413</box>
note-item: 6. PEC جي رجسٽريشن ۽ ڪاپي لاڳو ڪرڻ لازمي آهي. <box>12 1273 379 1287</box>
mid-redact-16 <box>506 674 552 685</box>
fax-label: فيڪس: <box>176 537 208 549</box>
mid-redact-5 <box>657 268 703 279</box>
mid-body-l: دادو (رپورٽ) غوث جهتيال قلچي ڳوٺ ۾ پوليس پاران ماڻهن سان زيادتي ۽ بدسلوڪي خلاف مقامي ماڻهن احتجاج ڪندي چيو ته پوليس بي گناھ ماڻهن کي گرفتار ڪري تشدد جو نشانو بڻائي ٿي. احتجاج ڪندڙن مطالبو ڪيو ته ذميوار اهلڪارن خلاف فوري ڪارروائي ڪئي وڃي ۽ بي گناھ ماڻهن کي آزاد ڪيو وڃي، ٻي صورت ۾ احتجاج جو دائرو وڌايو ويندو. <box>412 241 558 308</box>
lead-body-col1: لاڙڪاڻو (رپورٽ) لاڙڪاڻي شهر سميت مختلف علائقن جي مدي خارج ۽ نشي واري دوائن جي وڪري تي ڪوبه چيڪ ڪونهي، ڊرگ انسپيڪٽر ۽ ڊي ايڇ او جي خاموشي سوال پئدا ڪري ٿي. لاڙڪاڻي سميت صحت ڪاتي جي مبينا غفلت ۽ بدعنواني سبب لاڙڪاڻي، قمبر، شهداد ڪوٽ، حيدرآباد، بادھ، رتوديرو، ڏوڪري، باقراڻي، ريجها سميت ٻين شهرن ۾ دوائن جي وڪري جو نظار مڪمل طور بگڙي چڪو، ڪيترائي ميڊيڪل اسٽور بغير ڊرگ لائسنس جي هلي رهيا آهن، جتي نقل مدو خارج، آرام ڏيندڙ ۽ نشي وارين دوائون سرعام وڪرو ٿي رهيون آهن. شهرين جو چوڻ آهي ته لاڳاپيل ادارن جي عملدارن کي سڀ خبر هوندي به خاموش آهن ۽ مبينا طور ماهوار وصولي سبب ڪارروائي کان لنوائن ٿا. شهرين مطالبو ڪيو آهي ته انهن دوائن جي وڪري ۾ ملوث ماڻهن خلاف سخت ڪارروائي ڪئي وڃي ۽ صحت جي نظام کي بهتر بڻايو وڃي. <box>719 124 857 348</box>
rz-redact-3 <box>150 93 196 104</box>
mid-body-k: دادو (رپورٽ) غوث جهتيال قلچي ڳوٺ ۾ پوليس پاران ماڻهن سان زيادتي ۽ بدسلوڪي خلاف مقامي ماڻهن احتجاج ڪندي چيو ته پوليس بي گناھ ماڻهن کي گرفتار ڪري تشدد جو نشانو بڻائي ٿي. احتجاج ڪندڙن مطالبو ڪيو ته ذميوار اهلڪارن خلاف فوري ڪارروائي ڪئي وڃي ۽ بي گناھ ماڻهن کي آزاد ڪيو وڃي، ٻي صورت ۾ احتجاج جو دائرو وڌايو ويندو. <box>412 151 558 218</box>
mid-byline-19 <box>563 895 708 910</box>
mid-redact-0 <box>657 33 703 44</box>
lead-body-columns <box>719 124 1144 778</box>
mid-byline-label-5: سزا ڏيڻي پٽي <box>568 268 612 278</box>
iwork-tagline-2: INFORMATION DEPARTMENT <box>75 1451 260 1467</box>
bullet-item: ◆ ڪجهه به غلط يا اڻ پوري معلومات ڏيڻ تي واڪ رد ڪئي ويندي. <box>12 1132 385 1146</box>
email-value[interactable]: xenpbd1khi@gmail.com <box>131 555 242 567</box>
sth-sr: نمبر شمار <box>360 767 394 808</box>
band-0: جعلي ۽ مدو خارج دوائن وڪري ۽ ملوث مانئن ڪي سزا ڏيو: زاهد حسين شيخ <box>1006 352 1144 393</box>
bullet-item: ◆ واڪ ڪندڙ ٿيڪي تي ڪم ڪرڻ جي لاءِ مالي حيثيت جو ثبوت پيش ڪرڻ لازمي آهي. <box>12 1116 385 1130</box>
bottom-body-3: لاڙڪاڻو (رپورٽ) لاڙڪاڻي شهر سميت مختلف علائقن جي مدي خارج ۽ نشي واري دوائن جي وڪري تي ڪوبه چيڪ ڪونهي، ڊرگ انسپيڪٽر ۽ ڊي ايڇ او جي خاموشي سوال پئدا ڪري ٿي. لاڙڪاڻي سميت صحت ڪاتي جي مبينا غفلت ۽ بدعنواني سبب لاڙڪاڻي، قمبر، شهداد ڪوٽ، حيدرآباد، بادھ، رتوديرو، ڏوڪري، باقراڻي، ريجها سميت ٻين شهرن ۾ دوائن جي وڪري جو نظار مڪمل طور بگڙي چڪو، ڪيترائي ميڊيڪل اسٽور بغير ڊرگ لائسنس جي هلي رهيا آهن، جتي نقل مدو خارج، آرام ڏيندڙ ۽ نشي وارين دوائون سرعام وڪرو ٿي رهيون آهن. شهرين جو چوڻ آهي ته لاڳاپيل ادارن جي عملدارن کي سڀ خبر هوندي به خاموش آهن ۽ مبينا طور ماهوار وصولي سبب ڪارروائي کان لنوائن ٿا. شهرين مطالبو ڪيو آهي ته انهن دوائن جي وڪري ۾ ملوث ماڻهن خلاف سخت ڪارروائي ڪئي وڃي ۽ صحت جي نظام کي بهتر بڻايو وڃي. <box>1006 1617 1144 1792</box>
lead-body-col2c: لاڙڪاڻو (رپورٽ) لاڙڪاڻي شهر سميت مختلف علائقن جي مدي خارج ۽ نشي واري دوائن جي وڪري تي ڪوبه چيڪ ڪونهي، ڊرگ انسپيڪٽر ۽ ڊي ايڇ او جي خاموشي سوال پئدا ڪري ٿي. لاڙڪاڻي سميت صحت ڪاتي جي مبينا غفلت ۽ بدعنواني سبب لاڙڪاڻي، قمبر، شهداد ڪوٽ، حيدرآباد، بادھ، رتوديرو، ڏوڪري، باقراڻي، ريجها سميت ٻين شهرن ۾ دوائن جي وڪري جو نظار مڪمل طور بگڙي چڪو، ڪيترائي ميڊيڪل اسٽور بغير ڊرگ لائسنس جي هلي رهيا آهن، جتي نقل مدو خارج، آرام ڏيندڙ ۽ نشي وارين دوائون سرعام وڪرو ٿي رهيون آهن. شهرين جو چوڻ آهي ته لاڳاپيل ادارن جي عملدارن کي سڀ خبر هوندي به خاموش آهن ۽ مبينا طور ماهوار وصولي سبب ڪارروائي کان لنوائن ٿا. شهرين مطالبو ڪيو آهي ته انهن دوائن جي وڪري ۾ ملوث ماڻهن خلاف سخت ڪارروائي ڪئي وڃي ۽ صحت جي نظام کي بهتر بڻايو وڃي. <box>862 601 1001 776</box>
mid-body-d: دادو (رپورٽ) غوث جهتيال قلچي ڳوٺ ۾ پوليس پاران ماڻهن سان زيادتي ۽ بدسلوڪي خلاف مقامي ماڻهن احتجاج ڪندي چيو ته پوليس بي گناھ ماڻهن کي گرفتار ڪري تشدد جو نشانو بڻائي ٿي. احتجاج ڪندڙن مطالبو ڪيو ته ذميوار اهلڪارن خلاف فوري ڪارروائي ڪئي وڃي ۽ بي گناھ ماڻهن کي آزاد ڪيو وڃي، ٻي صورت ۾ احتجاج جو دائرو وڌايو ويندو. <box>563 464 709 531</box>
mid-byline-label-16: شيانٽي آباد <box>417 674 453 684</box>
bottom-body-0: لاڙڪاڻو (رپورٽ) لاڙڪاڻي شهر سميت مختلف علائقن جي مدي خارج ۽ نشي واري دوائن جي وڪري تي ڪوبه چيڪ ڪونهي، ڊرگ انسپيڪٽر ۽ ڊي ايڇ او جي خاموشي سوال پئدا ڪري ٿي. لاڙڪاڻي سميت صحت ڪاتي جي مبينا غفلت ۽ بدعنواني سبب لاڙڪاڻي، قمبر، شهداد ڪوٽ، حيدرآباد، بادھ، رتوديرو، ڏوڪري، باقراڻي، ريجها سميت ٻين شهرن ۾ دوائن جي وڪري جو نظار مڪمل طور بگڙي چڪو، ڪيترائي ميڊيڪل اسٽور بغير ڊرگ لائسنس جي هلي رهيا آهن، جتي نقل مدو خارج، آرام ڏيندڙ ۽ نشي وارين دوائون سرعام وڪرو ٿي رهيون آهن. شهرين جو چوڻ آهي ته لاڳاپيل ادارن جي عملدارن کي سڀ خبر هوندي به خاموش آهن ۽ مبينا طور ماهوار وصولي سبب ڪارروائي کان لنوائن ٿا. شهرين مطالبو ڪيو آهي ته انهن دوائن جي وڪري ۾ ملوث ماڻهن خلاف سخت ڪارروائي ڪئي وڃي ۽ صحت جي نظام کي بهتر بڻايو وڃي. <box>1006 1419 1144 1594</box>
mid-redact-18 <box>506 764 552 775</box>
rz-body-2: محمد بروهي، ڊاڪٽر ارباب مستوئي، قاسم ڪالرو، خليل الرحمان لنڊ، محمد رمضان مڱٿهار، ڪرشن لال سوڍو مهمان طور شريڪ ٿيا. آيل مهمانن کي ڀيل برادري جي ماٺهن اجرڪن جا تحفا پيش ڪيا ۽ گلن جي ورڪا ڪئي وئي. <box>206 110 402 147</box>
td-work-main: ڪراچي يونيورسٽي ۾ شهيد محترمہ بينظير ڀٽو جيئرز اينڊ ڪانوڪيشن سينٽر جو قيام <box>174 694 351 716</box>
byline-label-7: امدادي/ صحافي ڪار فر <box>867 1799 946 1809</box>
sth-detail: تفصيل <box>150 767 360 808</box>
rz-byline-2 <box>207 91 402 106</box>
redacted-name-3 <box>1093 1601 1139 1612</box>
mid-redact-17 <box>657 807 703 818</box>
mid-band-2: ڪرڻ ۽ مجرم ڪار قرهاور <box>1011 1213 1118 1225</box>
iwork-banner[interactable] <box>14 1402 371 1472</box>
mid-body-o: دادو (رپورٽ) غوث جهتيال قلچي ڳوٺ ۾ پوليس پاران ماڻهن سان زيادتي ۽ بدسلوڪي خلاف مقامي ماڻهن احتجاج ڪندي چيو ته پوليس بي گناھ ماڻهن کي گرفتار ڪري تشدد جو نشانو بڻائي ٿي. احتجاج ڪندڙن مطالبو ڪيو ته ذميوار اهلڪارن خلاف فوري ڪارروائي ڪئي وڃي ۽ بي گناھ ماڻهن کي آزاد ڪيو وڃي، ٻي صورت ۾ احتجاج جو دائرو وڌايو ويندو. <box>412 510 558 577</box>
note-item: 4. ڪنٽريڪٽر وٽ 05 سال جو تجربو هجڻ ضروري آهي. <box>12 1243 379 1257</box>
lead-body-col2b: لاڙڪاڻو (رپورٽ) لاڙڪاڻي شهر سميت مختلف علائقن جي مدي خارج ۽ نشي واري دوائن جي وڪري تي ڪوبه چيڪ ڪونهي، ڊرگ انسپيڪٽر ۽ ڊي ايڇ او جي خاموشي سوال پئدا ڪري ٿي. لاڙڪاڻي سميت صحت ڪاتي جي مبينا غفلت ۽ بدعنواني سبب لاڙڪاڻي، قمبر، شهداد ڪوٽ، حيدرآباد، بادھ، رتوديرو، ڏوڪري، باقراڻي، ريجها سميت ٻين شهرن ۾ دوائن جي وڪري جو نظار مڪمل طور بگڙي چڪو، ڪيترائي ميڊيڪل اسٽور بغير ڊرگ لائسنس جي هلي رهيا آهن، جتي نقل مدو خارج، آرام ڏيندڙ ۽ نشي وارين دوائون سرعام وڪرو ٿي رهيون آهن. شهرين جو چوڻ آهي ته لاڳاپيل ادارن جي عملدارن کي سڀ خبر هوندي به خاموش آهن ۽ مبينا طور ماهوار وصولي سبب ڪارروائي کان لنوائن ٿا. شهرين مطالبو ڪيو آهي ته انهن دوائن جي وڪري ۾ ملوث ماڻهن خلاف سخت ڪارروائي ڪئي وڃي ۽ صحت جي نظام کي بهتر بڻايو وڃي. <box>862 388 1001 564</box>
lead-body-col1b: لاڙڪاڻو (رپورٽ) لاڙڪاڻي شهر سميت مختلف علائقن جي مدي خارج ۽ نشي واري دوائن جي وڪري تي ڪوبه چيڪ ڪونهي، ڊرگ انسپيڪٽر ۽ ڊي ايڇ او جي خاموشي سوال پئدا ڪري ٿي. لاڙڪاڻي سميت صحت ڪاتي جي مبينا غفلت ۽ بدعنواني سبب لاڙڪاڻي، قمبر، شهداد ڪوٽ، حيدرآباد، بادھ، رتوديرو، ڏوڪري، باقراڻي، ريجها سميت ٻين شهرن ۾ دوائن جي وڪري جو نظار مڪمل طور بگڙي چڪو، ڪيترائي ميڊيڪل اسٽور بغير ڊرگ لائسنس جي هلي رهيا آهن، جتي نقل مدو خارج، آرام ڏيندڙ ۽ نشي وارين دوائون سرعام وڪرو ٿي رهيون آهن. شهرين جو چوڻ آهي ته لاڳاپيل ادارن جي عملدارن کي سڀ خبر هوندي به خاموش آهن ۽ مبينا طور ماهوار وصولي سبب ڪارروائي کان لنوائن ٿا. شهرين مطالبو ڪيو آهي ته انهن دوائن جي وڪري ۾ ملوث ماڻهن خلاف سخت ڪارروائي ڪئي وڃي ۽ صحت جي نظام کي بهتر بڻايو وڃي. <box>719 349 857 525</box>
table-row <box>13 807 395 849</box>
mid-byline-label-10: لاڻي هٽ <box>417 405 445 414</box>
mid-byline-18 <box>412 762 557 777</box>
masthead: روزاني عوامي آواز (2) اربع 22 آڪتوبر 2025 ع <box>451 7 699 22</box>
ad-header <box>12 464 395 516</box>
works-table-header-row <box>13 662 395 691</box>
mid-byline-14 <box>412 582 557 597</box>
ad-footer-strip <box>12 1400 395 1474</box>
bullet-item: ◆ ٿيڪيدار وٽ سيلز ٽيڪس رجسٽريشن هجڻ ضروري آهي. <box>12 1100 385 1114</box>
mid-byline-label-19: نوشهرو فيروز <box>568 897 614 907</box>
left-news-zone <box>719 28 1144 1991</box>
td-duration: 24 مهينا <box>66 691 112 745</box>
mid-body-e: دادو (رپورٽ) غوث جهتيال قلچي ڳوٺ ۾ پوليس پاران ماڻهن سان زيادتي ۽ بدسلوڪي خلاف مقامي ماڻهن احتجاج ڪندي چيو ته پوليس بي گناھ ماڻهن کي گرفتار ڪري تشدد جو نشانو بڻائي ٿي. احتجاج ڪندڙن مطالبو ڪيو ته ذميوار اهلڪارن خلاف فوري ڪارروائي ڪئي وڃي ۽ بي گناھ ماڻهن کي آزاد ڪيو وڃي، ٻي صورت ۾ احتجاج جو دائرو وڌايو ويندو. <box>563 554 709 621</box>
lead-headline: لاڙڪاڻي جي مختلف علائقن ۾ نشي واربون مدي خارج دوائون وڪرو <box>719 30 1144 87</box>
redacted-name-6 <box>1093 1799 1139 1810</box>
table-row <box>13 849 395 886</box>
